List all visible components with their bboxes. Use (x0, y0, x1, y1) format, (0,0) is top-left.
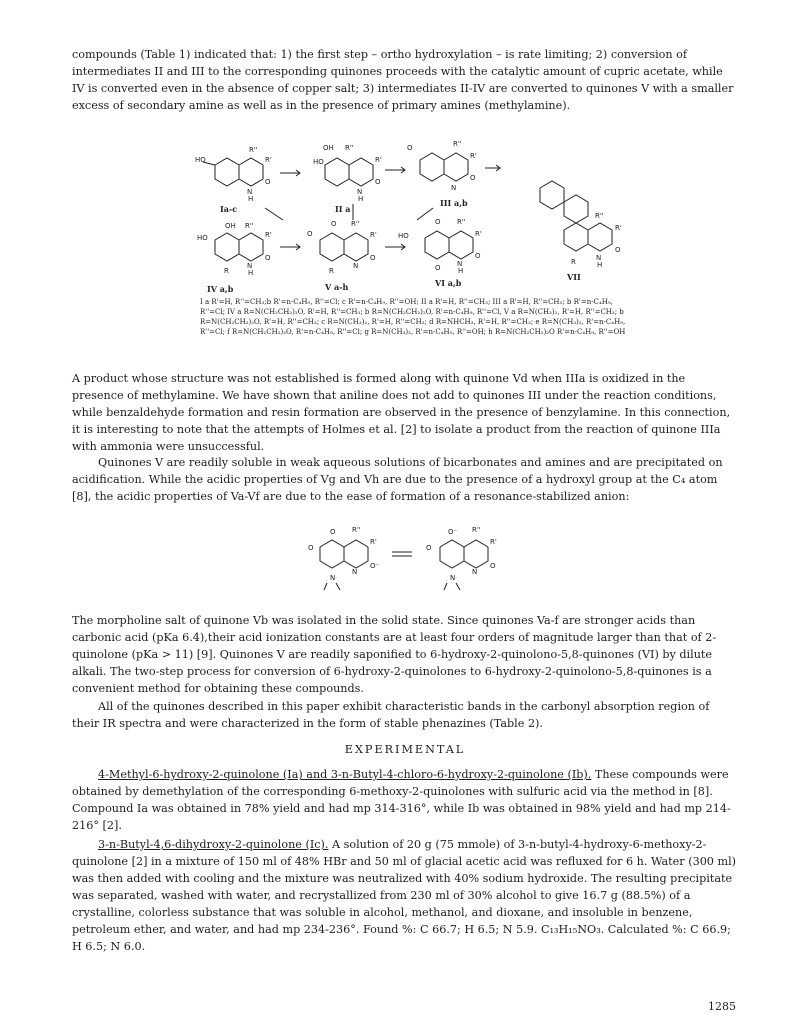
compound-body-Ia-Ib: These compounds were obtained by demethylation of the corresponding 6-methoxy-2-quinolones with sulfuric acid via the method in [8]. Compound Ia was obtained in 78% yield and had mp 314-316°, while Ib was obtained in 98% yield and had mp 214-216° [2]. (72, 768, 731, 832)
svg-text:O⁻: O⁻ (448, 528, 458, 536)
label-Va-h: V a-h (325, 282, 349, 292)
paragraph-intro: compounds (Table 1) indicated that: 1) the first step – ortho hydroxylation – is rate limiting; 2) conversion of intermediates II and III to the corresponding quinones proceeds with the catalytic amount of cupric acetate, while IV is converted even in the absence of copper salt; 3) intermediates II-IV are converted to quinones V with a smaller excess of secondary amine as well as in the presence of primary amines (methylamine). (72, 48, 734, 112)
svg-text:O: O (470, 174, 476, 182)
structure-IVa-b (197, 222, 272, 277)
svg-text:N: N (450, 574, 456, 582)
label-IIIa-b: III a,b (440, 198, 468, 208)
svg-text:O: O (435, 264, 441, 272)
label-Ia-c: Ia-c (220, 204, 238, 214)
label-VIa-b: VI a,b (435, 278, 462, 288)
svg-text:O: O (426, 544, 432, 552)
compound-title-Ic: 3-n-Butyl-4,6-dihydroxy-2-quinolone (Ic). (98, 838, 329, 851)
svg-text:O: O (308, 544, 314, 552)
svg-text:O: O (407, 144, 413, 152)
structure-IIIa-b (407, 140, 477, 192)
section-heading-experimental: EXPERIMENTAL (344, 743, 466, 756)
paragraph-ir-spectra: All of the quinones described in this paper exhibit characteristic bands in the carbonyl absorption region of their IR spectra and were characterized in the form of stable phenazines (Table 2). (72, 700, 710, 730)
paragraph-compounds-Ia-Ib (72, 766, 738, 834)
svg-text:R': R' (470, 152, 477, 160)
svg-text:N: N (247, 262, 253, 270)
svg-text:O: O (265, 254, 271, 262)
label-VII: VII (567, 272, 581, 282)
svg-text:O: O (375, 178, 381, 186)
svg-text:R'': R'' (457, 218, 466, 226)
svg-text:N: N (596, 254, 602, 262)
svg-text:HO: HO (197, 234, 208, 242)
svg-text:H: H (458, 267, 464, 275)
svg-text:O: O (265, 178, 271, 186)
svg-text:R'': R'' (351, 220, 360, 228)
svg-text:R': R' (370, 231, 377, 239)
svg-text:H: H (358, 195, 364, 203)
svg-text:R: R (224, 267, 229, 275)
svg-text:O: O (307, 230, 313, 238)
svg-text:H: H (597, 261, 603, 269)
paragraph-acidic-properties: Quinones V are readily soluble in weak aqueous solutions of bicarbonates and amines and are precipitated on acidification. While the acidic properties of Vg and Vh are due to the presence of a hydroxyl group at the C₄ atom [8], the acidic properties of Va-Vf are due to the ease of formation of a resonance-stabilized anion: (72, 456, 723, 503)
svg-text:R: R (329, 267, 334, 275)
structure-Ia-c (195, 146, 272, 203)
svg-text:O: O (490, 562, 496, 570)
anion-structure-left (308, 526, 380, 590)
svg-text:N: N (472, 568, 478, 576)
svg-text:R': R' (370, 538, 377, 546)
svg-text:R'': R'' (249, 146, 258, 154)
svg-text:R': R' (375, 156, 382, 164)
svg-text:R': R' (265, 231, 272, 239)
svg-text:HO: HO (398, 232, 409, 240)
svg-text:O: O (331, 220, 337, 228)
svg-text:R'': R'' (352, 526, 361, 534)
structure-IIa (313, 144, 382, 203)
svg-text:R'': R'' (345, 144, 354, 152)
svg-text:R': R' (475, 230, 482, 238)
svg-text:R': R' (265, 156, 272, 164)
compound-title-Ia-Ib: 4-Methyl-6-hydroxy-2-quinolone (Ia) and 3-n-Butyl-4-chloro-6-hydroxy-2-quinolone (Ib). (98, 768, 592, 781)
paragraph-compound-Ic (72, 836, 738, 955)
svg-text:N: N (353, 262, 359, 270)
svg-text:R'': R'' (472, 526, 481, 534)
svg-text:O: O (370, 254, 376, 262)
svg-text:O⁻: O⁻ (370, 562, 380, 570)
svg-text:R'': R'' (245, 222, 254, 230)
paragraph-methylamine: A product whose structure was not established is formed along with quinone Vd when IIIa is oxidized in the presence of methylamine. We have shown that aniline does not add to quinones III under the reaction conditions, while benzaldehyde formation and resin formation are observed in the presence of benzylamine. In this connection, it is interesting to note that the attempts of Holmes et al. [2] to isolate a product from the reaction of quinone IIIa with ammonia were unsuccessful. (72, 372, 731, 453)
structure-VIa-b (398, 218, 482, 275)
reaction-scheme (195, 140, 665, 295)
svg-text:O: O (330, 528, 336, 536)
svg-text:N: N (357, 188, 363, 196)
svg-text:HO: HO (313, 158, 324, 166)
structure-VII (540, 181, 622, 269)
svg-text:R': R' (615, 224, 622, 232)
svg-text:OH: OH (225, 222, 236, 230)
svg-text:OH: OH (323, 144, 334, 152)
svg-text:H: H (248, 195, 254, 203)
scheme-legend: I a R'=H, R''=CH₃;b R'=n-C₄H₉, R''=Cl; c R'=n-C₄H₉, R''=OH; II a R'=H, R''=CH₃; III a R'=H, R''=CH₃; b R'=n-C₄H₉, R''=Cl; IV a R=N(CH₂CH₂)₂O, R'=H, R''=CH₃; b R=N(CH₂CH₂)₂O, R'=n-C₄H₉, R''=Cl, V a R=N(CH₃)₂, R'=H, R''=CH₃; b R=N(CH₂CH₂)₂O, R'=H, R''=CH₃; c R=N(CH₃)₂, R'=H, R''=CH₃; d R=NHCH₃, R'=H, R''=CH₃; e R=N(CH₃)₂, R'=n-C₄H₉, R''=Cl; f R=N(CH₂CH₂)₂O, R'=n-C₄H₉, R''=Cl; g R=N(CH₃)₂, R'=n-C₄H₉, R''=OH; h R=N(CH₂CH₂)₂O R'=n-C₄H₉, R''=OH (200, 298, 626, 336)
svg-text:R': R' (490, 538, 497, 546)
anion-structure-right (426, 526, 497, 590)
svg-text:O: O (475, 252, 481, 260)
svg-text:O: O (615, 246, 621, 254)
svg-text:N: N (247, 188, 253, 196)
compound-body-Ic: A solution of 20 g (75 mmole) of 3-n-butyl-4-hydroxy-6-methoxy-2-quinolone [2] in a mixture of 150 ml of 48% HBr and 50 ml of glacial acetic acid was refluxed for 6 h. Water (300 ml) was then added with cooling and the mixture was neutralized with 40% sodium hydroxide. The resulting precipitate was separated, washed with water, and recrystallized from 230 ml of 30% alcohol to give 16.7 g (88.5%) of a crystalline, colorless substance that was soluble in alcohol, methanol, and dioxane, and insoluble in benzene, petroleum ether, and water, and had mp 234-236°. Found %: C 66.7; H 6.5; N 5.9. C₁₃H₁₅NO₃. Calculated %: C 66.9; H 6.5; N 6.0. (72, 838, 737, 953)
page-number: 1285 (708, 1000, 736, 1013)
svg-text:N: N (352, 568, 358, 576)
svg-text:N: N (451, 184, 457, 192)
label-IIa: II a (335, 204, 351, 214)
svg-text:R'': R'' (595, 212, 604, 220)
svg-text:R'': R'' (453, 140, 462, 148)
label-IVa-b: IV a,b (207, 284, 234, 294)
paragraph-morpholine-salt: The morpholine salt of quinone Vb was isolated in the solid state. Since quinones Va-f are stronger acids than carbonic acid (pKa 6.4),their acid ionization constants are at least four orders of magnitude larger than that of 2-quinolone (pKa > 11) [9]. Quinones V are readily saponified to 6-hydroxy-2-quinolono-5,8-quinones (VI) by dilute alkali. The two-step process for conversion of 6-hydroxy-2-quinolones to 6-hydroxy-2-quinolono-5,8-quinones is a convenient method for obtaining these compounds. (72, 614, 717, 695)
svg-text:H: H (248, 269, 254, 277)
svg-text:N: N (330, 574, 336, 582)
svg-text:O: O (435, 218, 441, 226)
svg-text:N: N (457, 260, 463, 268)
svg-text:HO: HO (195, 156, 206, 164)
svg-text:R: R (571, 258, 576, 266)
resonance-structures (300, 522, 520, 602)
structure-Va-h (307, 220, 377, 275)
